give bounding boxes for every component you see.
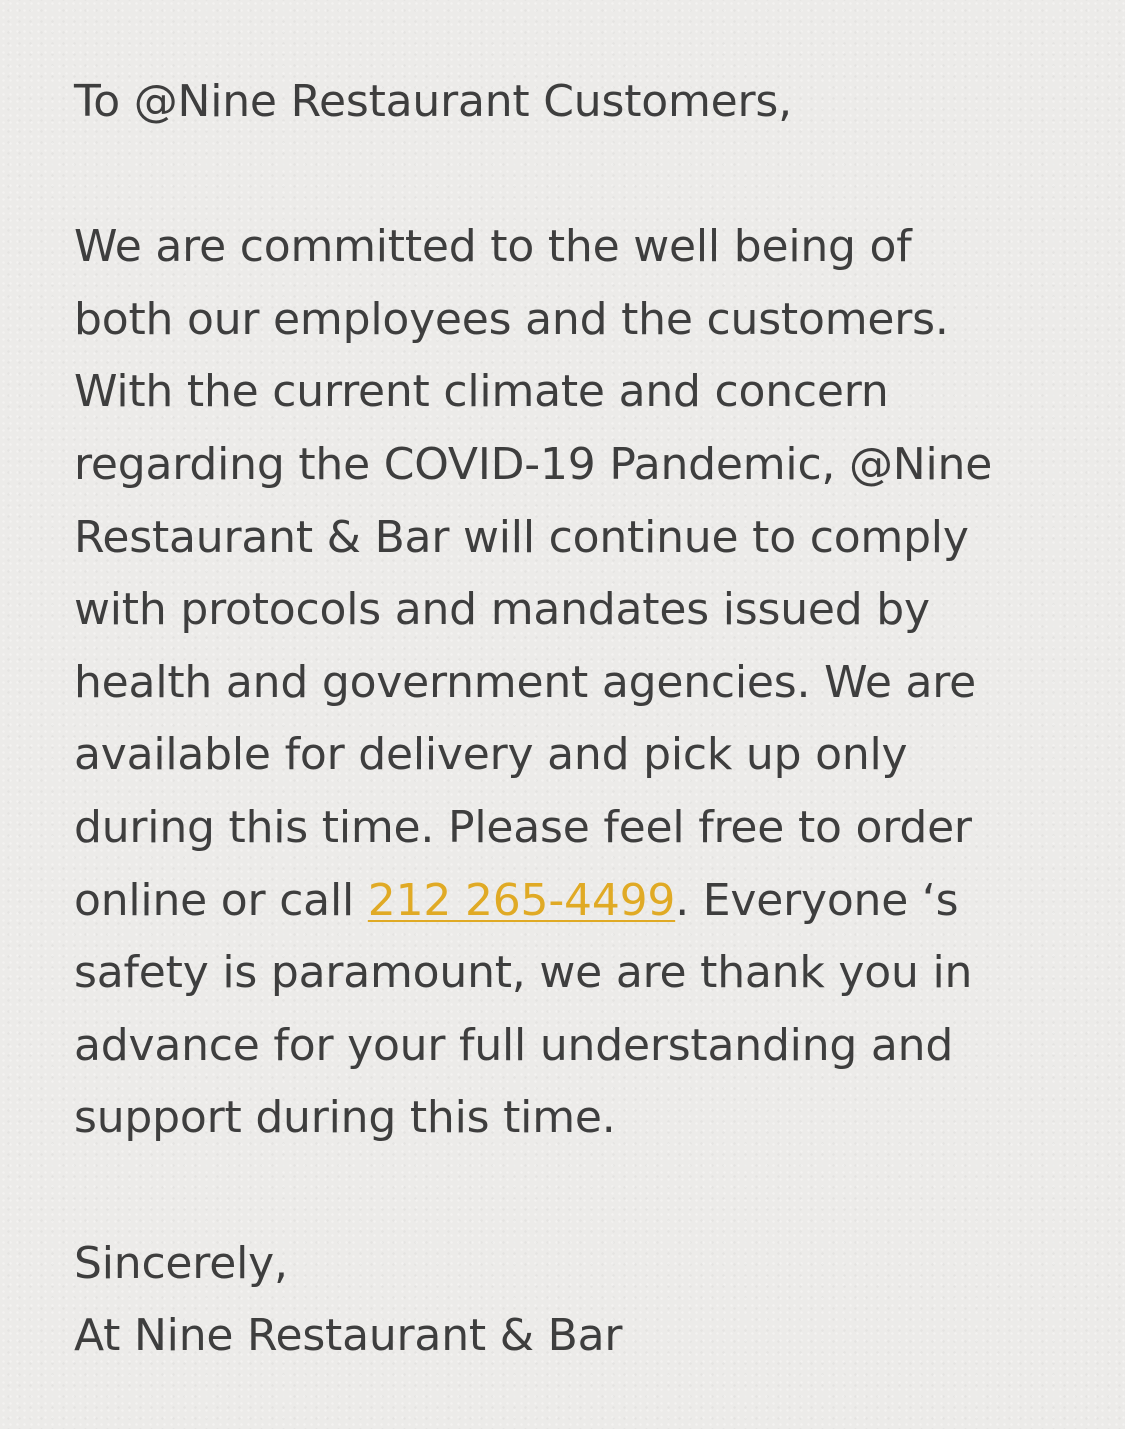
body-line: With the current climate and concern bbox=[74, 366, 889, 418]
paragraph-spacer bbox=[74, 1155, 1074, 1228]
body-line: Restaurant & Bar will continue to comply bbox=[74, 511, 969, 563]
body-line: We are committed to the well being of bbox=[74, 221, 912, 273]
body-line: both our employees and the customers. bbox=[74, 293, 949, 345]
body-line: health and government agencies. We are bbox=[74, 656, 977, 708]
closing-line: support during this time. bbox=[74, 1092, 616, 1144]
phone-line bbox=[74, 865, 1074, 938]
phone-line-suffix: . Everyone ‘s bbox=[675, 874, 959, 926]
signoff: Sincerely, bbox=[74, 1237, 288, 1289]
closing-line: safety is paramount, we are thank you in bbox=[74, 947, 973, 999]
body-line: with protocols and mandates issued by bbox=[74, 584, 930, 636]
body-line: regarding the COVID-19 Pandemic, @Nine bbox=[74, 438, 993, 490]
letter-body bbox=[74, 66, 1074, 1373]
body-line: available for delivery and pick up only bbox=[74, 729, 908, 781]
body-line: during this time. Please feel free to order bbox=[74, 801, 972, 853]
closing-line: advance for your full understanding and bbox=[74, 1019, 954, 1071]
phone-number-link[interactable]: 212 265-4499 bbox=[367, 874, 676, 926]
phone-line-prefix: online or call bbox=[74, 874, 368, 926]
greeting: To @Nine Restaurant Customers, bbox=[74, 76, 792, 127]
signature: At Nine Restaurant & Bar bbox=[74, 1310, 623, 1362]
paragraph-spacer bbox=[74, 139, 1074, 212]
